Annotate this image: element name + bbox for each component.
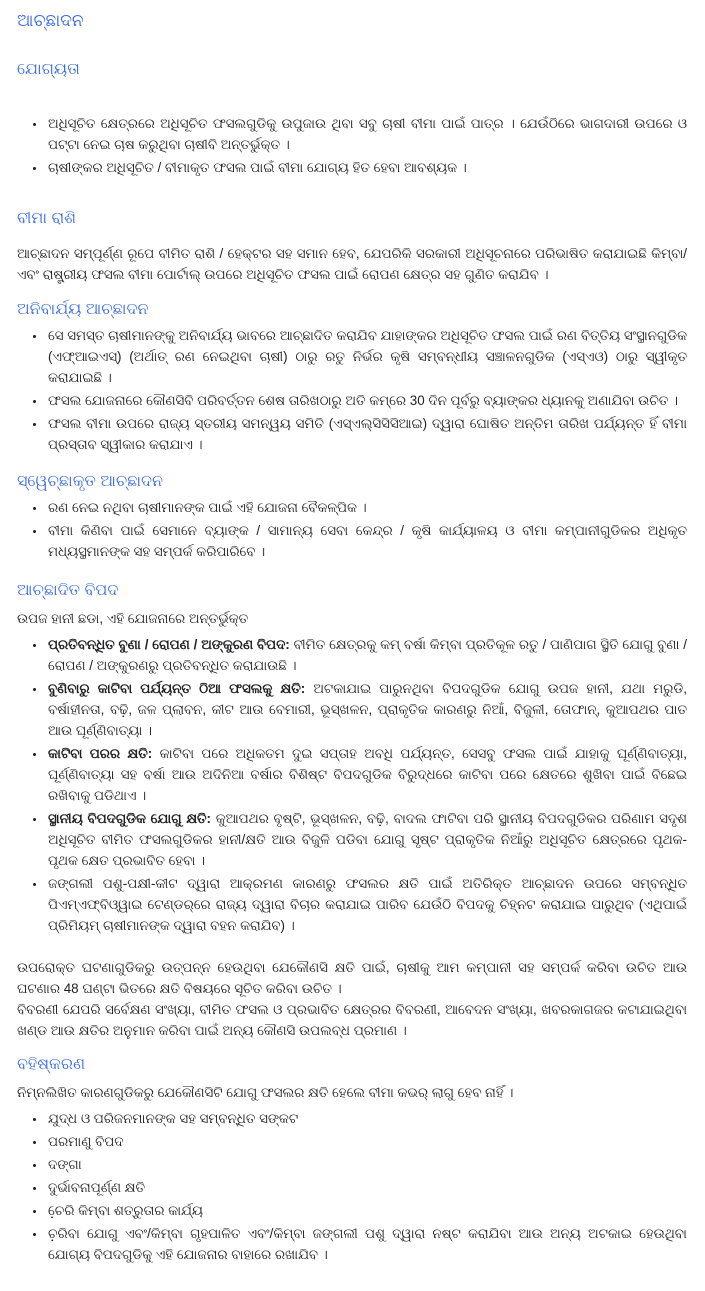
- risk-lead: ସ୍ଥାନୀୟ ବିପଦଗୁଡିକ ଯୋଗୁ କ୍ଷତି:: [48, 811, 212, 826]
- section-covered-risks: [17, 580, 687, 1041]
- claim-details-note: ବିବରଣୀ ଯେପରି ସର୍ବେକ୍ଷଣ ସଂଖ୍ୟା, ବୀମିତ ଫସଲ ଓ ପ୍ରଭାବିତ କ୍ଷେତ୍ରର ବିବରଣୀ, ଆବେଦନ ସଂଖ୍ୟା, ଖବରକାଗଜର କଟାଯାଇଥିବା ଖଣ୍ଡ ଆଉ କ୍ଷତିର ଅନୁମାନ କରିବା ପାଇଁ ଅନ୍ୟ କୌଣସି ଉପଲବ୍ଧ ପ୍ରମାଣ ।: [17, 1002, 687, 1038]
- eligibility-list: [17, 113, 687, 178]
- section-voluntary-coverage: [17, 471, 687, 562]
- section-heading-exclusions: ବହିଷ୍କରଣ: [17, 1056, 86, 1073]
- list-item: • ଫସଲ ଯୋଜନାରେ କୌଣସିବି ପରିବର୍ତ୍ତନ ଶେଷ ତାରିଖଠାରୁ ଅତି କମ୍‌ରେ 30 ଦିନ ପୂର୍ବରୁ ବ୍ୟାଙ୍କର ଧ୍ୟାନକୁ ଅଣାଯିବା ଉଚିତ ।: [46, 390, 687, 411]
- list-item: • ସେ ସମସ୍ତ ଚାଷୀମାନଙ୍କୁ ଅନିବାର୍ଯ୍ୟ ଭାବରେ ଆଚ୍ଛାଦିତ କରାଯିବ ଯାହାଙ୍କର ଅଧିସୂଚିତ ଫସଲ ପାଇଁ ରଣ ବିତ୍ତିୟ ସଂସ୍ଥାନଗୁଡିକ (ଏଫ୍ଆଇଏସ୍) (ଅର୍ଥାତ୍ ରଣ ନେଇଥିବା ଚାଷୀ) ଠାରୁ ରତୁ ନିର୍ଭର କୃଷି ସମ୍ବନ୍ଧୀୟ ସଞ୍ଚାଳନଗୁଡିକ (ଏସ୍ଏଓ) ଠାରୁ ସ୍ୱୀକୃତ କରାଯାଇଛି ।: [46, 325, 687, 388]
- list-item: • ଚାଷୀଙ୍କର ଅଧିସୂଚିତ / ବୀମାକୃତ ଫସଲ ପାଇଁ ବୀମା ଯୋଗ୍ୟ ହିତ ହେବା ଆବଶ୍ୟକ ।: [46, 157, 687, 178]
- section-sum-insured: [17, 208, 687, 285]
- list-item: • ଦଙ୍ଗା: [46, 1154, 687, 1175]
- risk-lead: ପ୍ରତିବନ୍ଧିତ ବୁଣା / ରୋପଣ / ଅଙ୍କୁରଣ ବିପଦ:: [48, 637, 290, 652]
- list-item: [46, 678, 687, 741]
- risk-lead: କାଟିବା ପରର କ୍ଷତି:: [48, 746, 153, 761]
- section-heading-compulsory: ଅନିବାର୍ଯ୍ୟ ଆଚ୍ଛାଦନ: [17, 301, 149, 318]
- risk-text: ଅଟକାଯାଇ ପାରୁନଥିବା ବିପଦଗୁଡିକ ଯୋଗୁ ଉପଜ ହାନୀ, ଯଥା ମରୁଡି, ବର୍ଷାହୀନତା, ବଢ଼ି, ଜଳ ପ୍ଲାବନ, କୀଟ ଆଉ ବେମାରୀ, ଭୂସ୍ଖଳନ, ପ୍ରାକୃତିକ କାରଣରୁ ନିଆଁ, ବିଜୁଳୀ, ତୋଫାନ୍, କୁଆପଥର ପାତ ଆଉ ଘୂର୍ଣ୍ଣିବାତ୍ୟା ।: [48, 681, 687, 738]
- covered-risks-intro: ଉପଜ ହାନୀ ଛଡା, ଏହି ଯୋଜନାରେ ଅନ୍ତର୍ଭୁକ୍ତ: [17, 611, 249, 626]
- list-item: • ଚ଼ରିବା ଯୋଗୁ ଏବଂ/କିମ୍ବା ଗୃହପାଳିତ ଏବଂ/କିମ୍ବା ଜଙ୍ଗଲୀ ପଶୁ ଦ୍ୱାରା ନଷ୍ଟ କରାଯିବା ଆଉ ଅନ୍ୟ ଅଟକାଇ ହେଉଥିବା ଯୋଗ୍ୟ ବିପଦଗୁଡିକୁ ଏହି ଯୋଜନାର ବାହାରେ ରଖାଯିବ ।: [46, 1223, 687, 1265]
- section-heading-voluntary: ସ୍ୱେଚ୍ଛାକୃତ ଆଚ୍ଛାଦନ: [17, 473, 164, 490]
- section-heading-sum-insured: ବୀମା ରାଶି: [17, 210, 77, 227]
- exclusions-list: [17, 1108, 687, 1265]
- list-item: • ଦୁର୍ଭାବନାପୂର୍ଣ୍ଣ କ୍ଷତି: [46, 1177, 687, 1198]
- list-item: • ବୀମା କିଣିବା ପାଇଁ ସେମାନେ ବ୍ୟାଙ୍କ / ସାମାନ୍ୟ ସେବା କେନ୍ଦ୍ର / କୃଷି କାର୍ଯ୍ୟାଳୟ ଓ ବୀମା କମ୍ପାନୀଗୁଡିକର ଅଧିକୃତ ମଧ୍ୟସ୍ଥମାନଙ୍କ ସହ ସମ୍ପର୍କ କରିପାରିବେ ।: [46, 520, 687, 562]
- risk-text: କାଟିବା ପରେ ଅଧିକତମ ଦୁଇ ସପ୍ତାହ ଅବଧି ପର୍ଯ୍ୟନ୍ତ, ସେସବୁ ଫସଲ ପାଇଁ ଯାହାକୁ ଘୂର୍ଣ୍ଣିବାତ୍ୟା, ଘୂର୍ଣ୍ଣିବାତ୍ୟା ସହ ବର୍ଷା ଆଉ ଅଦିନିଆ ବର୍ଷାର ବିଶିଷ୍ଟ ବିପଦଗୁଡିକ ବିରୁଦ୍ଧରେ କାଟିବା ପରେ କ୍ଷେତରେ ଶୁଖିବା ପାଇଁ ବିଛେଇ ରଖିବାକୁ ପଡିଥାଏ ।: [48, 746, 687, 803]
- risk-text: କୁଆପଥର ବୃଷ୍ଟି, ଭୂସ୍ଖଳନ, ବଢ଼ି, ବାଦଲ ଫାଟିବା ପରି ସ୍ଥାନୀୟ ବିପଦଗୁଡିକର ପରିଣାମ ସଦୃଶ ଅଧିସୂଚିତ ବୀମିତ ଫସଲଗୁଡିକର ହାନୀ/କ୍ଷତି ଆଉ ବିଜୁଳି ପଡିବା ଯୋଗୁ ସୃଷ୍ଟ ପ୍ରାକୃତିକ ନିଆଁରୁ ଅଧିସୂଚିତ କ୍ଷେତ୍ରରେ ପୃଥକ-ପୃଥକ କ୍ଷେତ ପ୍ରଭାବିତ ହେବା ।: [48, 811, 687, 868]
- claim-intimation-note: ଉପରୋକ୍ତ ଘଟଣାଗୁଡିକରୁ ଉତ୍ପନ୍ନ ହେଉଥିବା ଯେକୌଣସି କ୍ଷତି ପାଇଁ, ଚାଷୀକୁ ଆମ କମ୍ପାନୀ ସହ ସମ୍ପର୍କ କରିବା ଉଚିତ ଆଉ ଘଟଣାର 48 ଘଣ୍ଟା ଭିତରେ କ୍ଷତି ବିଷୟରେ ସୂଚିତ କରିବା ଉଚିତ ।: [17, 960, 687, 996]
- list-item: • ଯୁଦ୍ଧ ଓ ପରିଜନମାନଙ୍କ ସହ ସମ୍ବନ୍ଧିତ ସଙ୍କଟ: [46, 1108, 687, 1129]
- section-heading-covered-risks: ଆଚ୍ଛାଦିତ ବିପଦ: [17, 582, 119, 599]
- voluntary-list: [17, 497, 687, 562]
- list-item: • ପରମାଣୁ ବିପଦ: [46, 1131, 687, 1152]
- risk-text: ଜଙ୍ଗଲୀ ପଶୁ-ପକ୍ଷୀ-କୀଟ ଦ୍ୱାରା ଆକ୍ରମଣ କାରଣରୁ ଫସଲର କ୍ଷତି ପାଇଁ ଅତିରିକ୍ତ ଆଚ୍ଛାଦନ ଉପରେ ସମ୍ବନ୍ଧିତ ପିଏମ୍ଏଫ୍‌ବିଓ୍ୱାଇ ଟେଣ୍ଡର୍‌ରେ ରାଜ୍ୟ ଦ୍ୱାରା ବିଚାର କରାଯାଇ ପାରିବ ଯେଉଁଠି ବିପଦକୁ ଚିହ୍ନଟ କରାଯାଇ ପାରୁଥିବ (ଏଥିପାଇଁ ପ୍ରିମିୟମ୍ ଚାଷୀମାନଙ୍କ ଦ୍ୱାରା ବହନ କରାଯିବ) ।: [48, 876, 687, 933]
- section-exclusions: [17, 1054, 687, 1265]
- page-title: ଆଚ୍ଛାଦନ: [17, 11, 84, 30]
- list-item: • ଅଧିସୂଚିତ କ୍ଷେତ୍ରରେ ଅଧିସୂଚିତ ଫସଲଗୁଡିକୁ ଉପୁଜାଉ ଥିବା ସବୁ ଚାଷୀ ବୀମା ପାଇଁ ପାତ୍ର । ଯେଉଁଠିରେ ଭାଗଦାରୀ ଉପରେ ଓ ପଟ୍ଟା ନେଇ ଚାଷ କରୁଥିବା ଚାଷୀବି ଅନ୍ତର୍ଭୁକ୍ତ ।: [46, 113, 687, 155]
- risk-text: ବୀମିତ କ୍ଷେତ୍ରକୁ କମ୍ ବର୍ଷା କିମ୍ବା ପ୍ରତିକୂଳ ରତୁ / ପାଣିପାଗ ସ୍ଥିତି ଯୋଗୁ ବୁଣା / ରୋପଣ / ଅଙ୍କୁରଣରୁ ପ୍ରତିବନ୍ଧିତ କରାଯାଉଛି ।: [48, 637, 687, 673]
- compulsory-list: [17, 325, 687, 455]
- list-item: [46, 634, 687, 676]
- list-item: [46, 808, 687, 871]
- section-eligibility: [17, 59, 687, 178]
- section-compulsory-coverage: [17, 299, 687, 455]
- list-item: • ଚେ଼ରି କିମ୍ବା ଶତ୍ରୁତାର କାର୍ଯ୍ୟ: [46, 1200, 687, 1221]
- list-item: [46, 743, 687, 806]
- list-item: • ଫସଲ ବୀମା ଉପରେ ରାଜ୍ୟ ସ୍ତରୀୟ ସମନ୍ୱୟ ସମିତି (ଏସ୍ଏଲ୍‌ସିସିସିଆଇ) ଦ୍ୱାରା ଘୋଷିତ ଅନ୍ତିମ ତାରିଖ ପର୍ଯ୍ୟନ୍ତ ହିଁ ବୀମା ପ୍ରସ୍ତାବ ସ୍ୱୀକାର କରାଯାଏ ।: [46, 413, 687, 455]
- exclusions-intro: ନିମ୍ନଲିଖିତ କାରଣଗୁଡିକରୁ ଯେକୌଣସିଟି ଯୋଗୁ ଫସଲର କ୍ଷତି ହେଲେ ବୀମା କଭର୍ ଲାଗୁ ହେବ ନାହିଁ ।: [17, 1085, 514, 1100]
- risk-lead: ବୁଣିବାରୁ କାଟିବା ପର୍ଯ୍ୟନ୍ତ ଠିଆ ଫସଲକୁ କ୍ଷତି:: [48, 681, 306, 696]
- sum-insured-paragraph: ଆଚ୍ଛାଦନ ସମ୍ପୂର୍ଣ୍ଣ ରୂପେ ବୀମିତ ରାଶି / ହେକ୍ଟର ସହ ସମାନ ହେବ, ଯେପରିକି ସରକାରୀ ଅଧିସୂଚନାରେ ପରିଭାଷିତ କରାଯାଇଛି କିମ୍ବା/ଏବଂ ରାଷ୍ଟ୍ରୀୟ ଫସଲ ବୀମା ପୋର୍ଟାଲ୍ ଉପରେ ଅଧିସୂଚିତ ଫସଲ ପାଇଁ ରୋପଣ କ୍ଷେତ୍ର ସହ ଗୁଣିତ କରାଯିବ ।: [17, 246, 687, 282]
- covered-risks-list: [17, 634, 687, 936]
- list-item: [46, 873, 687, 936]
- list-item: • ରଣ ନେଇ ନଥିବା ଚାଷୀମାନଙ୍କ ପାଇଁ ଏହି ଯୋଜନା ବୈକଳ୍ପିକ ।: [46, 497, 687, 518]
- section-heading-eligibility: ଯୋଗ୍ୟତା: [17, 61, 80, 78]
